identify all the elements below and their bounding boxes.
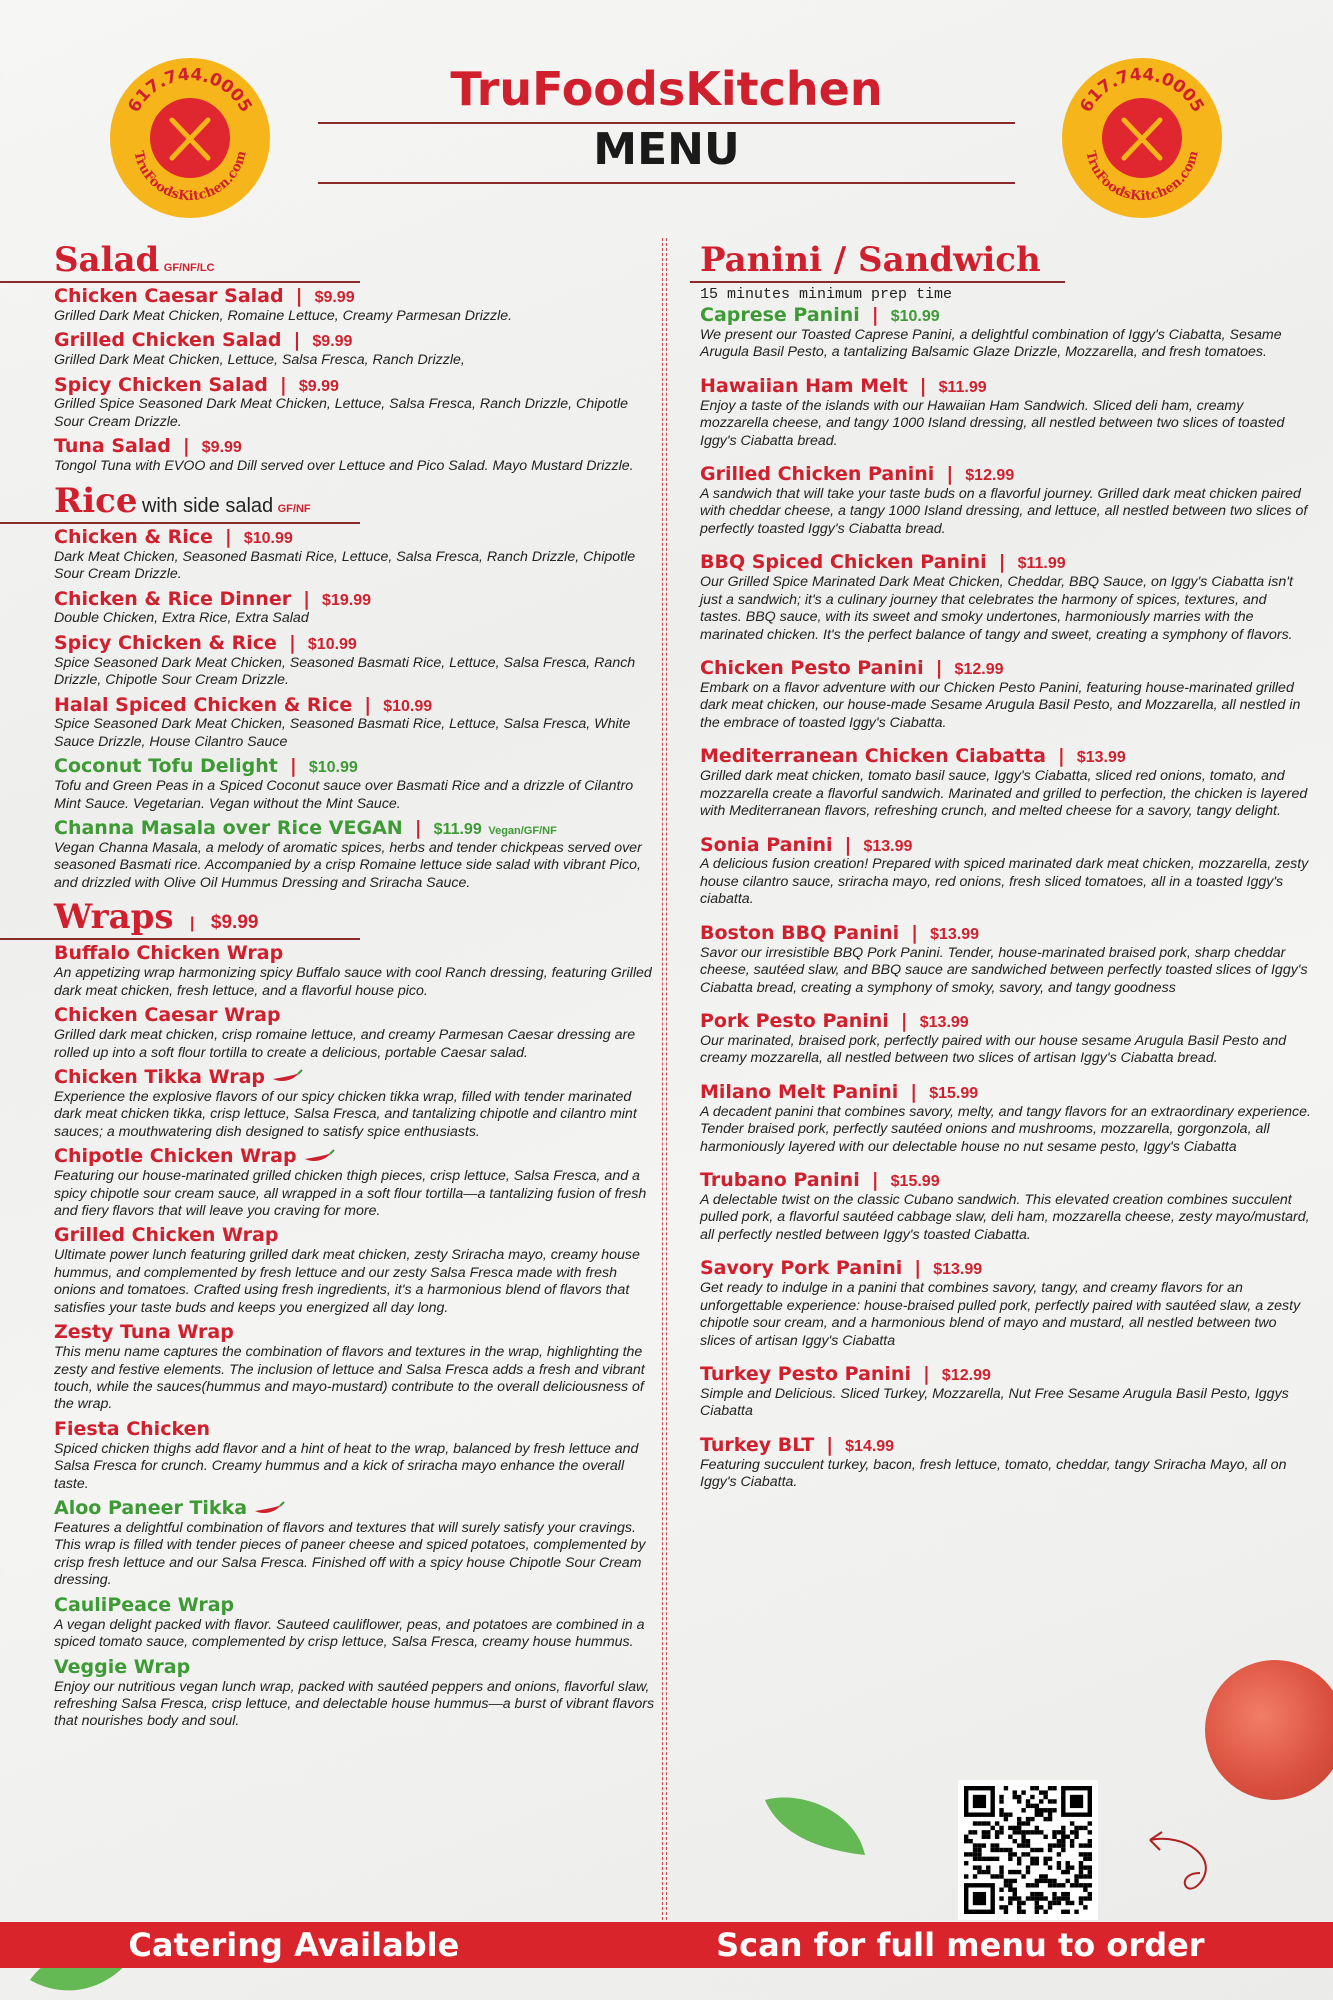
- item-name: Caprese Panini: [700, 304, 860, 326]
- menu-item: [700, 835, 1312, 909]
- item-name: Coconut Tofu Delight: [54, 755, 278, 778]
- item-price: $9.99: [314, 289, 355, 306]
- item-name: Milano Melt Panini: [700, 1080, 899, 1103]
- item-name: Chicken Tikka Wrap: [54, 1065, 265, 1088]
- menu-item: [700, 1011, 1312, 1068]
- rice-items: [54, 527, 659, 893]
- item-description: Get ready to indulge in a panini that combines savory, tangy, and creamy flavors for an unforgettable experience: house-braised pulled pork, perfectly paired with sautéed slaw, a zesty chipotle sour cream, and a harmonious blend of mayo and mustard, all nestled between two slices of artisan Iggy's Ciabatta: [700, 1280, 1301, 1349]
- item-description: Spiced chicken thighs add flavor and a hint of heat to the wrap, balanced by fresh lettuce and Salsa Fresca for crunch. Creamy hummus and a kick of sriracha mayo enhance the overall taste.: [54, 1440, 639, 1492]
- item-description: Double Chicken, Extra Rice, Extra Salad: [54, 610, 309, 627]
- menu-item: [54, 1146, 659, 1220]
- salad-header: [54, 240, 659, 283]
- item-description: Tongol Tuna with EVOO and Dill served over Lettuce and Pico Salad. Mayo Mustard Drizzle.: [54, 458, 634, 475]
- item-description: Simple and Delicious. Sliced Turkey, Mozzarella, Nut Free Sesame Arugula Basil Pesto, Iggys Ciabatta: [700, 1385, 1289, 1420]
- item-price: $12.99: [965, 467, 1015, 485]
- item-heading: Grilled Chicken Panini | $12.99: [700, 463, 1015, 486]
- logo-phone: 617.744.0005: [124, 64, 256, 116]
- item-name: Boston BBQ Panini: [700, 921, 900, 944]
- item-price: $11.99: [938, 378, 987, 396]
- item-description: Our marinated, braised pork, perfectly paired with our house sesame Arugula Basil Pesto and creamy mozzarella, all nestled between two slices of artisan Iggy's Ciabatta bread.: [700, 1032, 1287, 1067]
- menu-item: [54, 527, 659, 584]
- wraps-items: [54, 943, 659, 1731]
- item-heading: Halal Spiced Chicken & Rice | $10.99: [54, 693, 433, 716]
- menu-item: [54, 1225, 659, 1317]
- item-name: Turkey Pesto Panini: [700, 1363, 911, 1385]
- prep-note: 15 minutes minimum prep time: [700, 286, 953, 303]
- section-title: Wraps: [54, 897, 174, 938]
- item-heading: [54, 1225, 659, 1247]
- item-price: $12.99: [941, 1367, 991, 1384]
- item-heading: Channa Masala over Rice VEGAN | $11.99 Vegan/GF/NF: [54, 817, 557, 840]
- item-price: $15.99: [890, 1173, 940, 1191]
- item-description: Spice Seasoned Dark Meat Chicken, Seasoned Basmati Rice, Lettuce, Salsa Fresca, Ranch Drizzle, Chipotle Sour Cream Drizzle.: [54, 654, 636, 689]
- item-description: Grilled dark meat chicken, crisp romaine lettuce, and creamy Parmesan Caesar dressing are rolled up into a soft flour tortilla to create a delicious, portable Caesar salad.: [54, 1027, 636, 1061]
- item-price: $10.99: [383, 697, 433, 715]
- item-heading: Trubano Panini | $15.99: [700, 1169, 940, 1192]
- menu-item: [54, 1595, 659, 1652]
- section-price: $9.99: [210, 912, 259, 934]
- item-price: $13.99: [863, 837, 913, 855]
- menu-item: [54, 1498, 659, 1590]
- item-name: Chicken & Rice: [54, 525, 213, 548]
- item-name: Chicken & Rice Dinner: [54, 587, 292, 610]
- tomato-icon: [1205, 1660, 1333, 1800]
- item-description: Ultimate power lunch featuring grilled dark meat chicken, zesty Sriracha mayo, creamy house hummus, and complemented by fresh lettuce and our zesty Salsa Fresca made with fresh onions and tomatoes. Crafted using fresh ingredients, it's a harmonious blend of flavors that satisfies your taste buds and keeps you energized all day long.: [54, 1247, 640, 1316]
- item-description: Enjoy a taste of the islands with our Hawaiian Ham Sandwich. Sliced deli ham, creamy mozzarella cheese, and tangy 1000 Island dressing, all nestled between two slices of toasted Iggy's Ciabatta bread.: [700, 397, 1285, 449]
- item-name: Mediterranean Chicken Ciabatta: [700, 745, 1046, 768]
- menu-item: [700, 658, 1312, 732]
- item-name: Chicken Caesar Salad: [54, 285, 284, 307]
- section-title: Panini / Sandwich: [700, 240, 1041, 280]
- salad-items: [54, 286, 659, 476]
- menu-item: [54, 1419, 659, 1493]
- menu-item: [700, 1364, 1312, 1421]
- item-price: $13.99: [919, 1014, 969, 1031]
- section-note: with side salad: [141, 494, 274, 517]
- item-price: $10.99: [308, 759, 358, 777]
- item-heading: Spicy Chicken Salad | $9.99: [54, 373, 339, 396]
- item-name: Halal Spiced Chicken & Rice: [54, 693, 353, 716]
- section-tag: GF/NF/LC: [163, 262, 215, 274]
- chili-pepper-icon: [253, 1501, 285, 1517]
- menu-item: [54, 695, 659, 752]
- item-heading: Pork Pesto Panini | $13.99: [700, 1010, 969, 1032]
- menu-item: [700, 1258, 1312, 1350]
- item-name: Veggie Wrap: [54, 1655, 191, 1678]
- item-description: Enjoy our nutritious vegan lunch wrap, packed with sautéed peppers and onions, flavorful slaw, refreshing Salsa Fresca, crisp lettuce, and delectable house hummus—a burst of vibrant flavors that nourishes body and soul.: [54, 1678, 655, 1730]
- section-title: Salad: [54, 240, 160, 280]
- item-name: Pork Pesto Panini: [700, 1010, 889, 1032]
- chili-pepper-icon: [303, 1149, 335, 1165]
- item-price: $11.99: [433, 821, 482, 839]
- menu-item: [54, 286, 659, 325]
- item-description: Grilled Dark Meat Chicken, Romaine Lettuce, Creamy Parmesan Drizzle.: [54, 307, 513, 324]
- column-divider: [662, 238, 667, 1920]
- item-price: $13.99: [930, 925, 980, 943]
- item-description: This menu name captures the combination of flavors and textures in the wrap, highlighting the zesty and festive elements. The inclusion of lettuce and Salsa Fresca adds a fresh and vibrant touch, while the sauces(hummus and mayo-mustard) contribute to the overall deliciousness of the wrap.: [54, 1344, 645, 1413]
- menu-item: [54, 756, 659, 813]
- menu-item: [700, 1170, 1312, 1244]
- rice-header: [54, 481, 659, 524]
- menu-item: [54, 330, 659, 369]
- catering-text: Catering Available: [128, 1926, 460, 1964]
- item-description: Grilled Spice Seasoned Dark Meat Chicken, Lettuce, Salsa Fresca, Ranch Drizzle, Chipotle Sour Cream Drizzle.: [54, 396, 629, 430]
- item-description: Grilled Dark Meat Chicken, Lettuce, Salsa Fresca, Ranch Drizzle,: [54, 352, 465, 369]
- item-price: $10.99: [890, 308, 940, 325]
- item-heading: Turkey Pesto Panini | $12.99: [700, 1363, 991, 1385]
- item-name: Chicken Caesar Wrap: [54, 1004, 281, 1027]
- item-heading: Savory Pork Panini | $13.99: [700, 1257, 983, 1280]
- left-column: [54, 240, 659, 1736]
- item-heading: Sonia Panini | $13.99: [700, 833, 913, 856]
- menu-item: [700, 305, 1312, 362]
- item-heading: [54, 1595, 659, 1617]
- menu-item: [54, 1657, 659, 1731]
- panini-items: [700, 305, 1312, 1492]
- item-price: $9.99: [312, 333, 353, 351]
- menu-item: [700, 923, 1312, 997]
- item-heading: Chicken & Rice Dinner | $19.99: [54, 587, 371, 610]
- brand-name: TruFoodsKitchen: [450, 62, 883, 116]
- item-name: Tuna Salad: [54, 435, 171, 458]
- panini-header: [700, 240, 1312, 283]
- item-description: A delectable twist on the classic Cubano sandwich. This elevated creation combines succulent pulled pork, a flavorful sautéed cabbage slaw, deli ham, mozzarella cheese, zesty mayo/mustard, all perfectly nestled between Iggy's toasted Ciabatta.: [700, 1191, 1310, 1243]
- menu-item: [700, 1082, 1312, 1156]
- item-price: $9.99: [298, 377, 339, 395]
- item-heading: [54, 1498, 659, 1520]
- menu-item: [700, 376, 1312, 450]
- item-name: Grilled Chicken Panini: [700, 463, 935, 486]
- item-name: Buffalo Chicken Wrap: [54, 942, 284, 965]
- item-name: Savory Pork Panini: [700, 1257, 903, 1280]
- menu-item: [54, 589, 659, 628]
- item-price: $15.99: [929, 1084, 979, 1102]
- item-heading: [54, 1322, 659, 1344]
- item-heading: [54, 1067, 659, 1089]
- item-description: Vegan Channa Masala, a melody of aromatic spices, herbs and tender chickpeas served over seasoned Basmati rice. Accompanied by a crisp Romaine lettuce side salad with vibrant Pico, and drizzled with Olive Oil Hummus Dressing and Sriracha Sauce.: [54, 840, 642, 891]
- menu-title: MENU: [593, 124, 740, 175]
- item-heading: [54, 1146, 659, 1168]
- qr-code[interactable]: [958, 1780, 1098, 1920]
- logo-site: TruFoodsKitchen.com: [1082, 149, 1202, 205]
- menu-item: [54, 633, 659, 690]
- item-price: $13.99: [1076, 749, 1126, 767]
- item-name: Zesty Tuna Wrap: [54, 1321, 234, 1344]
- item-description: Spice Seasoned Dark Meat Chicken, Seasoned Basmati Rice, Lettuce, Salsa Fresca, White Sauce Drizzle, House Cilantro Sauce: [54, 716, 631, 750]
- menu-item: [54, 1005, 659, 1062]
- menu-item: [54, 943, 659, 1000]
- item-name: Sonia Panini: [700, 833, 833, 856]
- menu-rule: [318, 182, 1015, 184]
- item-description: A vegan delight packed with flavor. Sauteed cauliflower, peas, and potatoes are combined in a spiced tomato sauce, complemented by crisp lettuce, Salsa Fresca, creamy house hummus.: [54, 1616, 645, 1651]
- item-description: Embark on a flavor adventure with our Chicken Pesto Panini, featuring house-marinated grilled dark meat chicken, our house-made Sesame Arugula Basil Pesto, and Mozzarella, all nestled in the embrace of toasted Iggy's Ciabatta.: [700, 679, 1301, 731]
- item-price: $11.99: [1017, 555, 1066, 573]
- item-heading: Mediterranean Chicken Ciabatta | $13.99: [700, 745, 1126, 768]
- section-title: Rice: [54, 480, 138, 521]
- item-heading: Tuna Salad | $9.99: [54, 435, 242, 458]
- item-heading: [54, 1657, 659, 1679]
- menu-item: [700, 1435, 1312, 1492]
- menu-item: [700, 746, 1312, 820]
- item-name: Spicy Chicken & Rice: [54, 631, 277, 654]
- item-name: Hawaiian Ham Melt: [700, 374, 908, 397]
- item-name: CauliPeace Wrap: [54, 1593, 235, 1616]
- qr-code-icon: [964, 1786, 1092, 1914]
- item-heading: [54, 1419, 659, 1441]
- section-tag: GF/NF: [277, 502, 311, 515]
- item-description: A delicious fusion creation! Prepared with spiced marinated dark meat chicken, mozzarella, zesty house cilantro sauce, sriracha mayo, red onions, fresh sliced tomatoes, all in a toasted Iggy's ciabatta.: [700, 856, 1309, 908]
- item-price: $9.99: [201, 439, 242, 457]
- leaf-icon: [760, 1790, 870, 1860]
- item-name: Chicken Pesto Panini: [700, 657, 924, 679]
- item-price: $10.99: [307, 635, 357, 653]
- item-heading: BBQ Spiced Chicken Panini | $11.99: [700, 551, 1066, 574]
- item-description: An appetizing wrap harmonizing spicy Buffalo sauce with cool Ranch dressing, featuring Grilled dark meat chicken, fresh lettuce, and a flavorful house pico.: [54, 965, 652, 999]
- item-name: Grilled Chicken Wrap: [54, 1224, 279, 1247]
- item-price: $10.99: [243, 529, 293, 547]
- item-description: Featuring our house-marinated grilled chicken thigh pieces, crisp lettuce, Salsa Fresca, and a spicy chipotle sour cream sauce, all wrapped in a soft flour tortilla—a tantalizing fusion of fresh and fiery flavors that will leave you craving for more.: [54, 1168, 647, 1219]
- item-heading: Chicken Caesar Salad | $9.99: [54, 285, 355, 307]
- item-name: Chipotle Chicken Wrap: [54, 1145, 297, 1168]
- item-description: Dark Meat Chicken, Seasoned Basmati Rice, Lettuce, Salsa Fresca, Ranch Drizzle, Chipotle Sour Cream Drizzle.: [54, 548, 636, 583]
- arrow-icon: [1140, 1828, 1230, 1908]
- item-description: Our Grilled Spice Marinated Dark Meat Chicken, Cheddar, BBQ Sauce, on Iggy's Ciabatta isn't just a sandwich; it's a culinary journey that celebrates the harmony of spices, textures, and tastes. BBQ sauce, with its sweet and smoky undertones, harmoniously marries with the marinated chicken. It's the perfect balance of tangy and sweet, creating a symphony of flavors.: [700, 574, 1293, 643]
- item-description: We present our Toasted Caprese Panini, a delightful combination of Iggy's Ciabatta, Sesame Arugula Basil Pesto, a tantalizing Balsamic Glaze Drizzle, Mozzarella, and fresh tomatoes.: [700, 326, 1282, 361]
- menu-item: [700, 552, 1312, 644]
- item-heading: Chicken & Rice | $10.99: [54, 525, 293, 548]
- item-description: Savor our irresistible BBQ Pork Panini. Tender, house-marinated braised pork, sharp cheddar cheese, sautéed slaw, and BBQ sauce are sandwiched between perfectly toasted slices of Iggy's Ciabatta bread, creating a symphony of smoky, savory, and tangy goodness: [700, 944, 1308, 996]
- item-description: Featuring succulent turkey, bacon, fresh lettuce, tomato, cheddar, tangy Sriracha Mayo, all on Iggy's Ciabatta.: [700, 1456, 1287, 1491]
- menu-item: [54, 436, 659, 475]
- item-name: Turkey BLT: [700, 1433, 815, 1456]
- item-heading: Turkey BLT | $14.99: [700, 1433, 895, 1456]
- item-name: Aloo Paneer Tikka: [54, 1497, 248, 1520]
- menu-item: [54, 375, 659, 432]
- item-name: BBQ Spiced Chicken Panini: [700, 551, 987, 574]
- wraps-header: Wraps | $9.99: [54, 897, 659, 940]
- menu-item: [54, 1067, 659, 1141]
- menu-item: [54, 1322, 659, 1414]
- item-price: $14.99: [845, 1437, 895, 1455]
- item-heading: Chicken Pesto Panini | $12.99: [700, 657, 1004, 679]
- footer-banner: [0, 1922, 1333, 1968]
- item-price: $13.99: [933, 1261, 983, 1279]
- item-description: A sandwich that will take your taste buds on a flavorful journey. Grilled dark meat chicken paired with cheddar cheese, a tangy 1000 Island dressing, and lettuce, all nestled between two slices of perfectly toasted Iggy's Ciabatta bread.: [700, 485, 1308, 537]
- item-name: Grilled Chicken Salad: [54, 329, 282, 352]
- logo-phone: 617.744.0005: [1076, 64, 1208, 116]
- item-heading: Grilled Chicken Salad | $9.99: [54, 329, 353, 352]
- scan-text: Scan for full menu to order: [716, 1926, 1205, 1964]
- item-name: Channa Masala over Rice VEGAN: [54, 817, 403, 840]
- item-tag: Vegan/GF/NF: [488, 825, 557, 838]
- item-description: Experience the explosive flavors of our spicy chicken tikka wrap, filled with tender marinated dark meat chicken tikka, crisp lettuce, Salsa Fresca, and tantalizing chipotle and cilantro mint sauces; a mouthwatering dish designed to satisfy spice enthusiasts.: [54, 1088, 637, 1140]
- item-price: $19.99: [322, 591, 371, 609]
- item-description: A decadent panini that combines savory, melty, and tangy flavors for an extraordinary experience. Tender braised pork, perfectly sautéed onions and mushrooms, mozzarella, gorgonzola, all harmoniously layered with our delectable house no nut sesame pesto, Iggy's Ciabatta: [700, 1103, 1311, 1155]
- item-heading: Hawaiian Ham Melt | $11.99: [700, 374, 987, 397]
- item-heading: Caprese Panini | $10.99: [700, 304, 940, 326]
- item-name: Fiesta Chicken: [54, 1417, 210, 1440]
- item-description: Grilled dark meat chicken, tomato basil sauce, Iggy's Ciabatta, sliced red onions, tomato, and mozzarella create a flavorful sandwich. Marinated and grilled to perfection, the chicken is layered with Mediterranean flavors, refreshing crunch, and melted cheese for a savory, tangy delight.: [700, 768, 1308, 820]
- item-heading: [54, 1005, 659, 1027]
- item-heading: Milano Melt Panini | $15.99: [700, 1080, 979, 1103]
- item-heading: Spicy Chicken & Rice | $10.99: [54, 631, 357, 654]
- right-column: [700, 240, 1312, 1506]
- chili-pepper-icon: [271, 1069, 303, 1085]
- logo-site: TruFoodsKitchen.com: [130, 149, 250, 205]
- menu-item: [700, 464, 1312, 538]
- item-name: Spicy Chicken Salad: [54, 373, 268, 396]
- item-price: $12.99: [954, 661, 1004, 678]
- menu-item: [54, 818, 659, 892]
- item-heading: Coconut Tofu Delight | $10.99: [54, 755, 358, 778]
- item-description: Features a delightful combination of flavors and textures that will surely satisfy your cravings. This wrap is filled with tender pieces of paneer cheese and spiced potatoes, complemented by crisp fresh lettuce and our Salsa Fresca. Finished off with a spicy house Chipotle Sour Cream dressing.: [54, 1520, 646, 1589]
- item-heading: [54, 943, 659, 965]
- item-name: Trubano Panini: [700, 1169, 860, 1192]
- item-description: Tofu and Green Peas in a Spiced Coconut sauce over Basmati Rice and a drizzle of Cilantro Mint Sauce. Vegetarian. Vegan without the Mint Sauce.: [54, 778, 634, 812]
- item-heading: Boston BBQ Panini | $13.99: [700, 921, 980, 944]
